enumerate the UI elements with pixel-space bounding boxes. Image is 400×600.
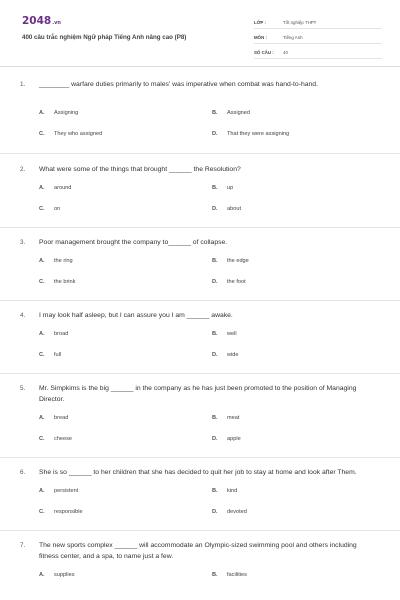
answer-option[interactable] xyxy=(212,509,385,515)
question-text: ________ warfare duties primarily to males' was imperative when combat was hand-to-hand. xyxy=(39,81,318,88)
answer-option[interactable] xyxy=(212,110,385,116)
option-row xyxy=(39,177,400,198)
option-letter: C. xyxy=(39,205,45,212)
option-row xyxy=(39,323,400,344)
answer-option[interactable] xyxy=(212,331,385,337)
option-letter: B. xyxy=(212,330,218,337)
option-text: the foot xyxy=(227,278,246,285)
option-row xyxy=(39,407,400,428)
site-logo[interactable] xyxy=(22,15,61,27)
question-item xyxy=(0,228,400,301)
option-text: the edge xyxy=(227,257,249,264)
answer-option[interactable] xyxy=(39,436,212,442)
option-text: kind xyxy=(227,487,238,494)
answer-option[interactable] xyxy=(212,279,385,285)
meta-info-box xyxy=(254,14,382,59)
question-stem xyxy=(0,540,400,562)
answer-options xyxy=(0,323,400,365)
meta-row-question-count xyxy=(254,44,382,59)
question-text: Mr. Simpkims is the big ______ in the company as he has just been promoted to the position of Managing Director. xyxy=(39,385,357,403)
question-text: She is so ______ to her children that she has decided to quit her job to stay at home and look after Them. xyxy=(39,469,357,476)
option-letter: C. xyxy=(39,351,45,358)
question-list xyxy=(0,79,400,585)
option-row xyxy=(39,344,400,365)
option-text: Assigned xyxy=(227,109,251,116)
answer-options xyxy=(0,407,400,449)
meta-label: SỐ CÂU : xyxy=(254,50,274,55)
answer-option[interactable] xyxy=(39,258,212,264)
option-letter: B. xyxy=(212,109,218,116)
answer-option[interactable] xyxy=(39,185,212,191)
question-item xyxy=(0,79,400,154)
option-text: full xyxy=(54,351,62,358)
question-stem xyxy=(0,467,400,478)
question-stem xyxy=(0,79,400,90)
header-divider xyxy=(0,66,400,67)
logo-suffix: .vn xyxy=(52,20,61,26)
option-row xyxy=(39,428,400,449)
question-stem xyxy=(0,383,400,405)
option-text: apple xyxy=(227,435,241,442)
meta-label: MÔN : xyxy=(254,35,267,40)
option-text: the ring xyxy=(54,257,73,264)
answer-option[interactable] xyxy=(212,206,385,212)
page-header xyxy=(0,0,400,66)
answer-option[interactable] xyxy=(212,415,385,421)
meta-row-grade xyxy=(254,14,382,29)
question-number: 3. xyxy=(20,239,26,246)
option-text: around xyxy=(54,184,72,191)
option-row xyxy=(39,250,400,271)
option-letter: A. xyxy=(39,184,45,191)
answer-option[interactable] xyxy=(212,185,385,191)
option-letter: C. xyxy=(39,130,45,137)
option-letter: D. xyxy=(212,278,218,285)
option-text: wide xyxy=(227,351,239,358)
question-stem xyxy=(0,310,400,321)
answer-option[interactable] xyxy=(212,572,385,578)
question-item xyxy=(0,531,400,585)
question-text: What were some of the things that brought ______ the Resolution? xyxy=(39,166,241,173)
option-text: facilities xyxy=(227,571,247,578)
option-letter: D. xyxy=(212,435,218,442)
option-letter: B. xyxy=(212,571,218,578)
option-row xyxy=(39,564,400,585)
answer-option[interactable] xyxy=(39,110,212,116)
answer-options xyxy=(0,177,400,219)
option-letter: C. xyxy=(39,278,45,285)
question-number: 2. xyxy=(20,166,26,173)
answer-option[interactable] xyxy=(39,279,212,285)
option-letter: B. xyxy=(212,487,218,494)
option-text: Assigning xyxy=(54,109,79,116)
question-stem xyxy=(0,237,400,248)
option-text: devoted xyxy=(227,508,247,515)
answer-option[interactable] xyxy=(212,131,385,137)
option-letter: A. xyxy=(39,414,45,421)
answer-options xyxy=(0,480,400,522)
question-item xyxy=(0,458,400,531)
meta-value: Tốt nghiệp THPT xyxy=(283,20,317,25)
option-letter: B. xyxy=(212,414,218,421)
option-text: broad xyxy=(54,330,69,337)
option-text: responsible xyxy=(54,508,83,515)
option-letter: A. xyxy=(39,571,45,578)
option-text: the brink xyxy=(54,278,76,285)
answer-option[interactable] xyxy=(39,488,212,494)
question-number: 7. xyxy=(20,542,26,549)
option-row xyxy=(39,123,400,144)
question-number: 5. xyxy=(20,385,26,392)
answer-option[interactable] xyxy=(39,509,212,515)
option-row xyxy=(39,198,400,219)
answer-options xyxy=(0,102,400,144)
answer-option[interactable] xyxy=(39,352,212,358)
option-text: on xyxy=(54,205,61,212)
option-text: about xyxy=(227,205,241,212)
option-text: bread xyxy=(54,414,69,421)
option-letter: A. xyxy=(39,487,45,494)
answer-option[interactable] xyxy=(212,352,385,358)
document-title: 400 câu trắc nghiệm Ngữ pháp Tiếng Anh nâng cao (P8) xyxy=(22,34,187,41)
option-letter: D. xyxy=(212,351,218,358)
answer-option[interactable] xyxy=(212,436,385,442)
meta-value: 40 xyxy=(283,50,288,55)
option-letter: D. xyxy=(212,205,218,212)
option-letter: A. xyxy=(39,257,45,264)
meta-value: Tiếng Anh xyxy=(283,35,303,40)
answer-option[interactable] xyxy=(39,572,212,578)
question-number: 6. xyxy=(20,469,26,476)
option-text: persistent xyxy=(54,487,79,494)
question-item xyxy=(0,374,400,458)
question-text: Poor management brought the company to______ of collapse. xyxy=(39,239,228,246)
question-number: 1. xyxy=(20,81,26,88)
answer-option[interactable] xyxy=(39,131,212,137)
option-letter: D. xyxy=(212,508,218,515)
option-row xyxy=(39,501,400,522)
question-item xyxy=(0,301,400,374)
option-text: up xyxy=(227,184,234,191)
option-text: meat xyxy=(227,414,240,421)
option-text: well xyxy=(227,330,237,337)
answer-option[interactable] xyxy=(212,258,385,264)
option-text: They who assigned xyxy=(54,130,103,137)
option-letter: D. xyxy=(212,130,218,137)
meta-row-subject xyxy=(254,29,382,44)
question-text: The new sports complex ______ will accommodate an Olympic-sized swimming pool and others including fitness center, and a spa, to name just a few. xyxy=(39,542,357,560)
option-letter: B. xyxy=(212,184,218,191)
meta-label: LỚP : xyxy=(254,20,266,25)
option-row xyxy=(39,271,400,292)
question-number: 4. xyxy=(20,312,26,319)
answer-options xyxy=(0,250,400,292)
question-stem xyxy=(0,164,400,175)
option-text: supplies xyxy=(54,571,75,578)
answer-options xyxy=(0,564,400,585)
option-row xyxy=(39,480,400,501)
option-letter: A. xyxy=(39,109,45,116)
answer-option[interactable] xyxy=(212,488,385,494)
option-letter: C. xyxy=(39,435,45,442)
answer-option[interactable] xyxy=(39,331,212,337)
option-letter: B. xyxy=(212,257,218,264)
option-text: That they were assigning xyxy=(227,130,290,137)
option-row xyxy=(39,102,400,123)
question-text: I may look half asleep, but I can assure you I am ______ awake. xyxy=(39,312,233,319)
answer-option[interactable] xyxy=(39,415,212,421)
answer-option[interactable] xyxy=(39,206,212,212)
option-letter: A. xyxy=(39,330,45,337)
logo-text: 2048 xyxy=(22,15,52,27)
question-item xyxy=(0,154,400,228)
option-letter: C. xyxy=(39,508,45,515)
option-text: cheese xyxy=(54,435,73,442)
